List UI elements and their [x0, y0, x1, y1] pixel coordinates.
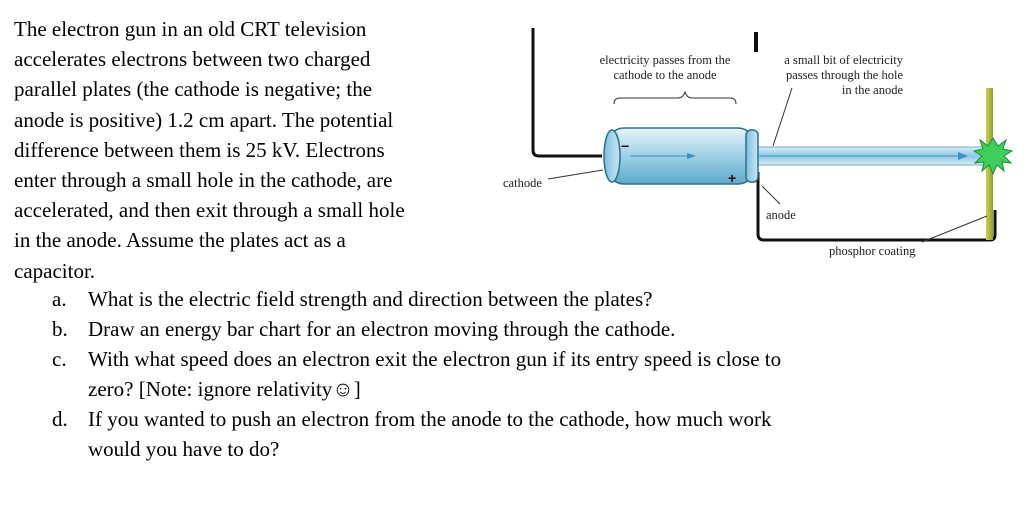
- question-letter: c.: [52, 347, 67, 371]
- question-b: [52, 314, 952, 344]
- question-c: [52, 344, 952, 404]
- anode-post: [754, 32, 758, 52]
- electricity-label-line: cathode to the anode: [613, 68, 717, 82]
- intro-line: accelerated, and then exit through a small hole: [14, 198, 405, 223]
- small-bit-label-line: in the anode: [841, 83, 903, 97]
- electricity-label: [582, 53, 748, 83]
- intro-line: enter through a small hole in the cathode, are: [14, 168, 393, 193]
- intro-line: in the anode. Assume the plates act as a: [14, 228, 346, 253]
- crt-diagram-svg: [490, 20, 1024, 270]
- intro-line: accelerates electrons between two charged: [14, 47, 371, 72]
- small-bit-label-line: passes through the hole: [786, 68, 903, 82]
- intro-line: parallel plates (the cathode is negative; the: [14, 77, 373, 102]
- question-text-line: Draw an energy bar chart for an electron moving through the cathode.: [88, 317, 676, 341]
- question-a: [52, 284, 952, 314]
- intro-line: The electron gun in an old CRT television: [14, 17, 367, 41]
- anode-wire: [758, 172, 995, 240]
- small-bit-label-line: a small bit of electricity: [784, 53, 903, 67]
- label-brace: [614, 92, 736, 104]
- intro-line: capacitor.: [14, 258, 96, 283]
- anode-plate: [746, 130, 758, 182]
- cathode-pointer: [548, 170, 603, 179]
- minus-sign: −: [621, 138, 630, 154]
- anode-pointer: [762, 186, 780, 204]
- question-text-line: What is the electric field strength and direction between the plates?: [88, 287, 653, 311]
- cathode-label: cathode: [503, 176, 542, 190]
- question-letter: b.: [52, 317, 68, 341]
- cathode-plate: [604, 130, 620, 182]
- question-letter: d.: [52, 407, 68, 431]
- phosphor-pointer: [922, 216, 987, 242]
- plus-sign: +: [728, 170, 737, 186]
- question-text-line: If you wanted to push an electron from the anode to the cathode, how much work: [88, 407, 772, 431]
- question-text-line: With what speed does an electron exit the electron gun if its entry speed is close to: [88, 347, 782, 371]
- question-text-line: zero? [Note: ignore relativity☺]: [88, 377, 361, 401]
- intro-line: anode is positive) 1.2 cm apart. The potential: [14, 107, 394, 132]
- question-d: [52, 404, 952, 464]
- question-list: [52, 284, 952, 464]
- problem-intro: [14, 14, 405, 286]
- anode-label: anode: [766, 208, 796, 222]
- question-text-line: would you have to do?: [88, 437, 280, 461]
- cathode-wire: [533, 28, 602, 156]
- crt-electron-gun-diagram: [490, 20, 1024, 270]
- phosphor-label: phosphor coating: [829, 244, 916, 258]
- small-bit-label: [760, 53, 903, 98]
- intro-line: difference between them is 25 kV. Electrons: [14, 137, 385, 162]
- electricity-label-line: electricity passes from the: [599, 53, 731, 67]
- question-letter: a.: [52, 287, 67, 311]
